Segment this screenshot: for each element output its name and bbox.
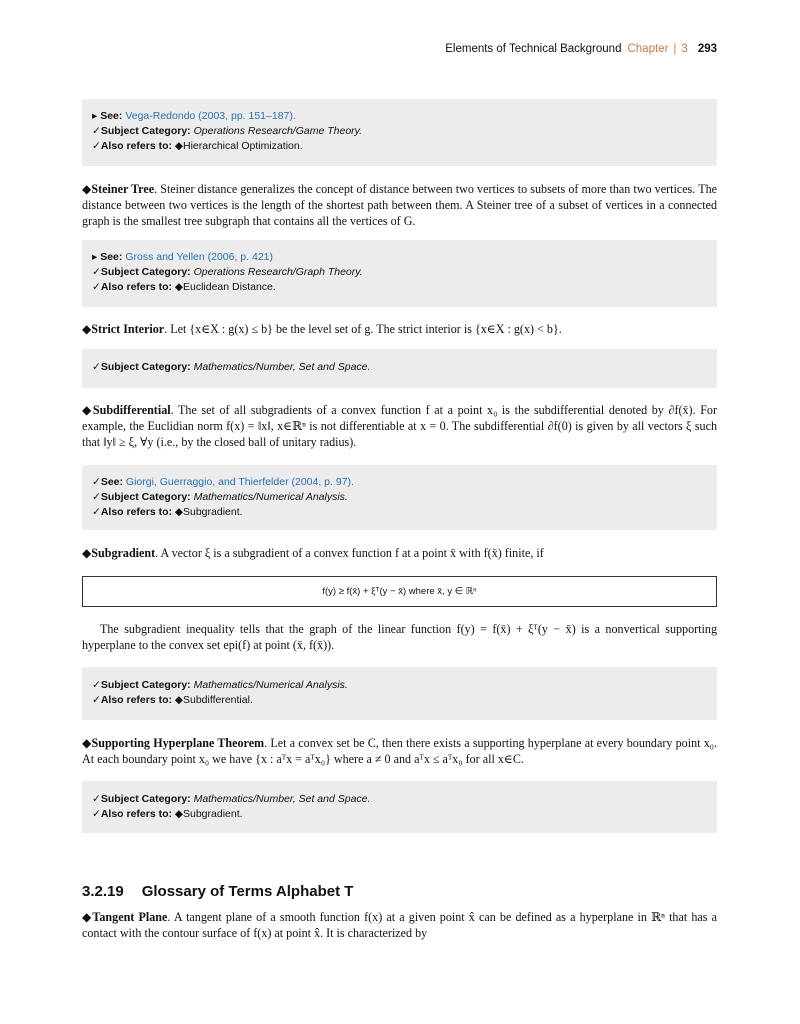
entry-text: . A vector ξ is a subgradient of a convex function f at a point x̄ with f(x̄) finite, if [155,546,544,560]
category-line: ✓Subject Category: Operations Research/Graph Theory. [92,266,363,278]
category-line: ✓Subject Category: Mathematics/Numerical Analysis. [92,679,348,691]
subgradient-equation: f(y) ≥ f(x̄) + ξᵀ(y − x̄) where x̄, y ∈ ℝⁿ [322,586,477,597]
also-refers-line: ✓Also refers to: ◆Hierarchical Optimization. [92,140,303,152]
also-refers-line: ✓Also refers to: ◆Subdifferential. [92,694,253,706]
category-line: ✓Subject Category: Mathematics/Numerical Analysis. [92,491,348,503]
reference-box [82,781,717,833]
chapter-number: 3 [681,43,688,55]
running-head: Elements of Technical Background Chapter | 3 293 [445,43,717,55]
also-refers-line: ✓Also refers to: ◆Euclidean Distance. [92,281,276,293]
book-title: Elements of Technical Background [445,43,622,55]
entry-term: ◆Supporting Hyperplane Theorem [82,736,265,750]
entry-subgradient [82,545,717,561]
category-line: ✓Subject Category: Mathematics/Number, Set and Space. [92,361,371,373]
entry-term: ◆Steiner Tree [82,182,155,196]
entry-text: . Let {x∈X : g(x) ≤ b} be the level set of g. The strict interior is {x∈X : g(x) < b}. [164,322,562,336]
see-link[interactable]: Gross and Yellen (2006, p. 421) [125,251,273,263]
chapter-label: Chapter [627,43,669,55]
section-number: 3.2.19 [82,883,124,900]
entry-term: ◆Subgradient [82,546,156,560]
see-link[interactable]: Giorgi, Guerraggio, and Thierfelder (2004, p. 97). [125,476,354,488]
reference-box [82,240,717,307]
entry-tangent-plane [82,909,717,941]
entry-supporting-hyperplane [82,735,717,767]
reference-box [82,349,717,388]
entry-term: ◆Tangent Plane [82,910,168,924]
subgradient-equation-box [82,576,717,607]
see-line: ▸ See: Vega-Redondo (2003, pp. 151–187). [92,110,296,122]
reference-box [82,99,717,166]
entry-text: . The set of all subgradients of a convex function f at a point x₀ is the subdifferential denoted by ∂f(x̄). For example, the Euclidian norm f(x) = ‖x‖, x∈ℝⁿ is not differentiable at x = 0. The subdifferential ∂f(0) is given by all vectors ξ such that ‖y‖ ≥ ξ, ∀y (i.e., by the closed ball of unitary radius). [82,403,717,449]
reference-box [82,465,717,530]
entry-text: . Let a convex set be C, then there exists a supporting hyperplane at every boundary point x₀. At each boundary point x₀ we have {x : aᵀx = aᵀx₀} where a ≠ 0 and aᵀx ≤ aᵀx₀ for all x∈C. [82,736,717,766]
section-title: Glossary of Terms Alphabet T [141,883,354,900]
also-refers-line: ✓Also refers to: ◆Subgradient. [92,808,243,820]
entry-steiner-tree [82,181,717,229]
reference-box [82,667,717,720]
entry-subdifferential [82,402,717,450]
also-refers-line: ✓Also refers to: ◆Subgradient. [92,506,243,518]
category-line: ✓Subject Category: Mathematics/Number, Set and Space. [92,793,371,805]
section-heading [82,883,353,900]
entry-text: . Steiner distance generalizes the concept of distance between two vertices to subsets of more than two vertices. The distance between two vertices is the length of the shortest path between them. A Steiner tree of a subset of vertices in a connected graph is the smallest tree subgraph that contains all the vertices of G. [82,182,717,228]
subgradient-followup: The subgradient inequality tells that the graph of the linear function f(y) = f(x̄) + ξᵀ(y − x̄) is a nonvertical supporting hyperplane to the convex set epi(f) at point (x̄, f(x̄)). [82,622,717,652]
page-number: 293 [697,43,717,55]
entry-text: . A tangent plane of a smooth function f(x) at a given point x̂ can be defined as a hyperplane in ℝⁿ that has a contact with the contour surface of f(x) at point x̂. It is characterized by [82,910,717,940]
category-line: ✓Subject Category: Operations Research/Game Theory. [92,125,363,137]
entry-strict-interior [82,321,717,337]
entry-term: ◆Strict Interior [82,322,165,336]
see-link[interactable]: Vega-Redondo (2003, pp. 151–187). [125,110,296,122]
see-line: ✓See: Giorgi, Guerraggio, and Thierfelder (2004, p. 97). [92,476,354,488]
see-line: ▸ See: Gross and Yellen (2006, p. 421) [92,251,273,263]
entry-term: ◆Subdifferential [82,403,171,417]
